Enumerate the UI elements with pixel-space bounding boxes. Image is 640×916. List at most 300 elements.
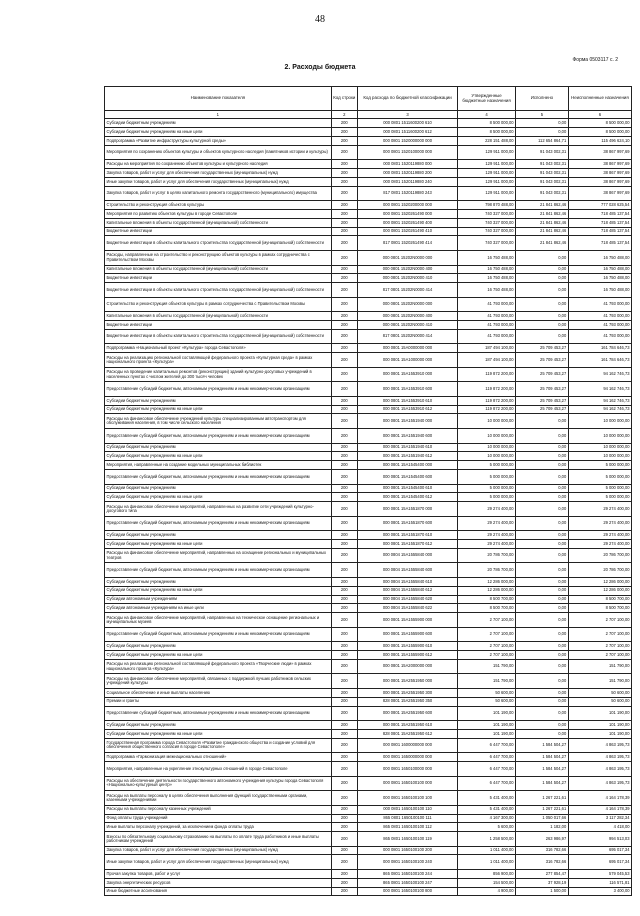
row-executed-amount: 0,00 (516, 128, 569, 137)
row-line-code: 200 (331, 329, 357, 344)
row-classification-code: 865 0801 1650100100 119 (357, 832, 457, 847)
row-remaining-amount: 116 571,81 (568, 878, 631, 887)
row-line-code: 200 (331, 493, 357, 502)
row-executed-amount: 0,00 (516, 613, 569, 628)
row-classification-code: 000 0801 15A1551870 610 (357, 531, 457, 540)
table-row (105, 814, 632, 823)
row-classification-code: 000 0801 15A2551950 600 (357, 706, 457, 721)
row-executed-amount: 25 709 453,27 (516, 405, 569, 414)
row-executed-amount: 91 043 002,31 (516, 177, 569, 186)
row-remaining-amount: 29 274 400,00 (568, 516, 631, 531)
column-index: 3 (357, 111, 457, 119)
row-classification-code: 000 0801 1520119880 000 (357, 160, 457, 169)
row-name: Капитальные вложения в объекты государственной (муниципальной) собственности (105, 218, 332, 227)
table-row (105, 353, 632, 368)
row-remaining-amount: 3 400,00 (568, 887, 631, 896)
row-approved-amount: 4 167 300,00 (458, 814, 516, 823)
table-row (105, 729, 632, 738)
row-executed-amount: 0,00 (516, 265, 569, 274)
row-remaining-amount: 718 485 137,54 (568, 227, 631, 236)
row-approved-amount: 154 500,00 (458, 878, 516, 887)
row-remaining-amount: 2 707 100,00 (568, 613, 631, 628)
row-classification-code: 817 0801 1520119880 243 (357, 186, 457, 201)
row-remaining-amount: 4 164 178,39 (568, 791, 631, 806)
row-name: Взносы по обязательному социальному страхованию на выплаты по оплате труда работников и иные выплаты работникам учреждений (105, 832, 332, 847)
row-classification-code: 000 0801 1600000000 000 (357, 738, 457, 753)
row-remaining-amount: 5 000 000,00 (568, 493, 631, 502)
row-executed-amount: 0,00 (516, 297, 569, 312)
row-classification-code: 000 0801 1650100100 240 (357, 855, 457, 870)
header-approved: Утвержденные бюджетные назначения (458, 87, 516, 111)
row-executed-amount: 25 709 453,27 (516, 353, 569, 368)
row-remaining-amount: 41 793 000,00 (568, 321, 631, 330)
row-remaining-amount: 16 750 488,00 (568, 250, 631, 265)
column-index-row (105, 111, 632, 119)
row-name: Закупка энергетических ресурсов (105, 878, 332, 887)
row-classification-code: 000 0801 1520261490 400 (357, 218, 457, 227)
row-executed-amount: 0,00 (516, 604, 569, 613)
row-remaining-amount: 151 790,00 (568, 674, 631, 689)
row-classification-code: 828 0801 15A2551950 350 (357, 697, 457, 706)
row-approved-amount: 41 793 000,00 (458, 321, 516, 330)
row-remaining-amount: 20 786 700,00 (568, 548, 631, 563)
row-classification-code: 000 0801 15A1545400 610 (357, 484, 457, 493)
row-name: Расходы на финансовое обеспечение мероприятий, направленных на оснащение региональных и муниципальных театров (105, 548, 332, 563)
row-approved-amount: 41 793 000,00 (458, 312, 516, 321)
row-name: Подпрограмма «Гармонизация межнациональных отношений» (105, 753, 332, 762)
row-line-code: 200 (331, 729, 357, 738)
table-row (105, 502, 632, 517)
row-remaining-amount: 4 863 195,73 (568, 776, 631, 791)
row-remaining-amount: 8 500 700,00 (568, 595, 631, 604)
table-row (105, 414, 632, 429)
row-line-code: 200 (331, 382, 357, 397)
row-executed-amount: 25 709 453,27 (516, 344, 569, 353)
row-executed-amount: 277 854,47 (516, 870, 569, 879)
row-line-code: 200 (331, 706, 357, 721)
row-approved-amount: 20 786 700,00 (458, 563, 516, 578)
row-classification-code: 817 0801 15202N0000 414 (357, 329, 457, 344)
table-row (105, 887, 632, 896)
row-name: Социальное обеспечение и иные выплаты населению (105, 688, 332, 697)
row-remaining-amount: 29 274 400,00 (568, 531, 631, 540)
row-line-code: 200 (331, 218, 357, 227)
row-executed-amount: 0,00 (516, 312, 569, 321)
row-line-code: 200 (331, 688, 357, 697)
table-row (105, 846, 632, 855)
row-name: Субсидии бюджетным учреждениям на иные цели (105, 405, 332, 414)
table-row (105, 586, 632, 595)
row-classification-code: 000 0801 1650100100 800 (357, 887, 457, 896)
table-row (105, 627, 632, 642)
row-executed-amount: 0,00 (516, 697, 569, 706)
column-index: 1 (105, 111, 332, 119)
row-remaining-amount: 16 750 488,00 (568, 283, 631, 298)
row-executed-amount: 0,00 (516, 321, 569, 330)
page-number: 48 (315, 14, 325, 25)
table-row (105, 878, 632, 887)
row-classification-code: 865 0801 1650100100 247 (357, 878, 457, 887)
row-remaining-amount: 2 707 100,00 (568, 642, 631, 651)
table-row (105, 452, 632, 461)
row-approved-amount: 16 750 488,00 (458, 265, 516, 274)
row-approved-amount: 129 911 000,00 (458, 160, 516, 169)
table-row (105, 429, 632, 444)
row-name: Расходы, направленные на строительство и реконструкцию объектов культуры в рамках сотрудничества с Правительством Москвы (105, 250, 332, 265)
row-executed-amount: 0,00 (516, 627, 569, 642)
row-approved-amount: 5 431 400,00 (458, 791, 516, 806)
row-name: Предоставление субсидий бюджетным, автономным учреждениям и иным некоммерческим организациям (105, 516, 332, 531)
row-name: Подпрограмма «Развитие инфраструктуры культурной среды» (105, 136, 332, 145)
row-line-code: 200 (331, 531, 357, 540)
row-approved-amount: 119 872 200,00 (458, 382, 516, 397)
row-executed-amount: 316 782,66 (516, 855, 569, 870)
row-line-code: 200 (331, 753, 357, 762)
row-executed-amount: 25 709 453,27 (516, 367, 569, 382)
row-line-code: 200 (331, 832, 357, 847)
row-remaining-amount: 50 600,00 (568, 688, 631, 697)
row-line-code: 200 (331, 186, 357, 201)
row-approved-amount: 119 872 200,00 (458, 367, 516, 382)
row-name: Капитальные вложения в объекты государственной (муниципальной) собственности (105, 265, 332, 274)
row-name: Предоставление субсидий бюджетным, автономным учреждениям и иным некоммерческим организациям (105, 627, 332, 642)
row-remaining-amount: 41 793 000,00 (568, 329, 631, 344)
table-row (105, 186, 632, 201)
table-row (105, 250, 632, 265)
row-name: Бюджетные инвестиции (105, 321, 332, 330)
column-index: 6 (568, 111, 631, 119)
row-approved-amount: 2 707 100,00 (458, 613, 516, 628)
row-approved-amount: 856 900,00 (458, 870, 516, 879)
row-name: Субсидии бюджетным учреждениям (105, 396, 332, 405)
column-index: 5 (516, 111, 569, 119)
row-executed-amount: 0,00 (516, 493, 569, 502)
row-approved-amount: 10 000 000,00 (458, 414, 516, 429)
row-remaining-amount: 5 000 000,00 (568, 484, 631, 493)
row-remaining-amount: 38 867 997,69 (568, 177, 631, 186)
row-name: Субсидии бюджетным учреждениям на иные цели (105, 493, 332, 502)
row-classification-code: 000 0801 15A1551870 600 (357, 516, 457, 531)
row-name: Расходы на мероприятия по сохранению объектов культуры и культурного наследия (105, 160, 332, 169)
row-line-code: 200 (331, 119, 357, 128)
row-line-code: 200 (331, 563, 357, 578)
row-executed-amount: 0,00 (516, 586, 569, 595)
row-approved-amount: 740 327 000,00 (458, 236, 516, 251)
table-row (105, 651, 632, 660)
row-line-code: 200 (331, 738, 357, 753)
row-name: Бюджетные инвестиции в объекты капитального строительства государственной (муниципальной) собственности (105, 236, 332, 251)
row-name: Расходы на финансовое обеспечение мероприятий, направленных на развитие сети учреждений культурно-досугового типа (105, 502, 332, 517)
row-remaining-amount: 115 496 624,10 (568, 136, 631, 145)
row-executed-amount: 0,00 (516, 414, 569, 429)
row-classification-code: 000 0804 15A1555840 620 (357, 595, 457, 604)
row-line-code: 200 (331, 878, 357, 887)
row-executed-amount: 0,00 (516, 674, 569, 689)
row-remaining-amount: 4 164 178,39 (568, 805, 631, 814)
row-classification-code: 000 0801 1650100100 000 (357, 776, 457, 791)
row-remaining-amount: 38 867 997,69 (568, 160, 631, 169)
row-approved-amount: 4 900,00 (458, 887, 516, 896)
row-classification-code: 828 0801 15A2551950 612 (357, 729, 457, 738)
row-executed-amount: 0,00 (516, 502, 569, 517)
row-remaining-amount: 777 028 625,54 (568, 201, 631, 210)
row-line-code: 200 (331, 721, 357, 730)
row-approved-amount: 119 872 200,00 (458, 405, 516, 414)
row-classification-code: 000 0801 15A2000000 000 (357, 659, 457, 674)
row-line-code: 200 (331, 405, 357, 414)
row-name: Субсидии автономным учреждениям на иные цели (105, 604, 332, 613)
row-executed-amount: 0,00 (516, 531, 569, 540)
row-classification-code: 000 0801 15A1000000 000 (357, 353, 457, 368)
table-row (105, 119, 632, 128)
row-approved-amount: 41 793 000,00 (458, 329, 516, 344)
row-approved-amount: 187 494 100,00 (458, 344, 516, 353)
row-classification-code: 865 0801 1650100100 112 (357, 823, 457, 832)
row-name: Предоставление субсидий бюджетным, автономным учреждениям и иным некоммерческим организациям (105, 469, 332, 484)
row-approved-amount: 6 447 700,00 (458, 738, 516, 753)
row-name: Расходы на проведение капитальных ремонтов (реконструкции) зданий культурно-досуговых учреждений в населенных пунктах с числом жителей до 300 тысяч человек (105, 367, 332, 382)
table-row (105, 563, 632, 578)
table-row (105, 145, 632, 160)
row-approved-amount: 151 790,00 (458, 674, 516, 689)
row-approved-amount: 5 000 000,00 (458, 469, 516, 484)
row-name: Субсидии бюджетным учреждениям (105, 484, 332, 493)
row-line-code: 200 (331, 659, 357, 674)
row-line-code: 200 (331, 297, 357, 312)
table-row (105, 329, 632, 344)
row-classification-code: 817 0801 15202N0000 414 (357, 283, 457, 298)
row-line-code: 200 (331, 484, 357, 493)
row-classification-code: 000 0804 15A1555840 622 (357, 604, 457, 613)
row-line-code: 200 (331, 367, 357, 382)
row-executed-amount: 0,00 (516, 329, 569, 344)
row-name: Расходы на выплаты персоналу в целях обеспечения выполнения функций государственными органами, казенными учреждениями (105, 791, 332, 806)
row-line-code: 200 (331, 321, 357, 330)
row-remaining-amount: 4 863 195,73 (568, 762, 631, 777)
row-line-code: 200 (331, 613, 357, 628)
table-row (105, 128, 632, 137)
row-approved-amount: 2 707 100,00 (458, 627, 516, 642)
row-remaining-amount: 2 707 100,00 (568, 627, 631, 642)
row-name: Субсидии бюджетным учреждениям (105, 531, 332, 540)
row-remaining-amount: 695 017,34 (568, 855, 631, 870)
row-remaining-amount: 29 274 400,00 (568, 540, 631, 549)
row-executed-amount: 0,00 (516, 119, 569, 128)
row-executed-amount: 21 841 862,46 (516, 236, 569, 251)
row-classification-code: 000 0804 15A1555840 612 (357, 586, 457, 595)
row-name: Расходы на финансовое обеспечение мероприятий, направленных на техническое оснащение региональных и муниципальных музеев (105, 613, 332, 628)
row-line-code: 200 (331, 452, 357, 461)
row-name: Субсидии бюджетным учреждениям (105, 721, 332, 730)
row-executed-amount: 112 654 864,71 (516, 136, 569, 145)
row-line-code: 200 (331, 642, 357, 651)
row-remaining-amount: 50 600,00 (568, 697, 631, 706)
row-remaining-amount: 16 750 488,00 (568, 274, 631, 283)
row-executed-amount: 0,00 (516, 688, 569, 697)
section-title: 2. Расходы бюджета (284, 64, 356, 71)
row-line-code: 200 (331, 136, 357, 145)
row-classification-code: 000 0801 1650100100 100 (357, 791, 457, 806)
row-executed-amount: 263 986,97 (516, 832, 569, 847)
row-remaining-amount: 4 863 195,73 (568, 738, 631, 753)
row-approved-amount: 41 793 000,00 (458, 297, 516, 312)
row-classification-code: 000 0801 1520100000 000 (357, 145, 457, 160)
row-line-code: 200 (331, 548, 357, 563)
row-classification-code: 000 0801 15A1551940 600 (357, 429, 457, 444)
row-classification-code: 000 0801 15202N0000 400 (357, 265, 457, 274)
row-executed-amount: 0,00 (516, 642, 569, 651)
row-approved-amount: 29 274 400,00 (458, 531, 516, 540)
row-line-code: 200 (331, 283, 357, 298)
row-classification-code: 000 0801 15A1555900 610 (357, 642, 457, 651)
row-classification-code: 000 0801 15A1553910 612 (357, 405, 457, 414)
row-remaining-amount: 101 190,00 (568, 706, 631, 721)
row-classification-code: 000 0801 15A2551950 000 (357, 674, 457, 689)
row-remaining-amount: 94 162 746,73 (568, 382, 631, 397)
row-approved-amount: 8 500 700,00 (458, 604, 516, 613)
row-name: Мероприятия по развитию объектов культуры в городе Севастополе (105, 210, 332, 219)
row-line-code: 200 (331, 414, 357, 429)
row-classification-code: 000 0804 15A1555840 600 (357, 563, 457, 578)
table-row (105, 396, 632, 405)
row-executed-amount: 0,00 (516, 721, 569, 730)
row-executed-amount: 0,00 (516, 484, 569, 493)
row-name: Расходы на финансовое обеспечение учреждений культуры специализированным автотранспортом для обслуживания населения, в том числе сельского населения (105, 414, 332, 429)
row-name: Субсидии бюджетным учреждениям на иные цели (105, 452, 332, 461)
table-row (105, 823, 632, 832)
form-code: Форма 0503117 с. 2 (572, 57, 618, 63)
row-classification-code: 000 0801 15202N0000 000 (357, 297, 457, 312)
row-name: Субсидии бюджетным учреждениям на иные цели (105, 586, 332, 595)
table-row (105, 832, 632, 847)
table-row (105, 469, 632, 484)
row-approved-amount: 129 911 000,00 (458, 169, 516, 178)
row-executed-amount: 1 584 504,27 (516, 762, 569, 777)
table-row (105, 484, 632, 493)
row-remaining-amount: 12 286 000,00 (568, 586, 631, 595)
column-index: 2 (331, 111, 357, 119)
row-approved-amount: 10 000 000,00 (458, 429, 516, 444)
row-name: Закупка товаров, работ и услуг в целях капитального ремонта государственного (муниципального) имущества (105, 186, 332, 201)
table-row (105, 516, 632, 531)
row-line-code: 200 (331, 353, 357, 368)
row-remaining-amount: 10 000 000,00 (568, 429, 631, 444)
row-approved-amount: 101 190,00 (458, 721, 516, 730)
row-classification-code: 000 0801 15A1551940 610 (357, 443, 457, 452)
row-remaining-amount: 695 017,34 (568, 846, 631, 855)
row-classification-code: 000 0801 15202N0000 400 (357, 312, 457, 321)
row-executed-amount: 1 182,00 (516, 823, 569, 832)
row-classification-code: 000 0801 1520119880 200 (357, 169, 457, 178)
row-executed-amount: 1 267 221,61 (516, 791, 569, 806)
row-approved-amount: 16 750 488,00 (458, 274, 516, 283)
row-line-code: 200 (331, 855, 357, 870)
row-approved-amount: 8 500 000,00 (458, 128, 516, 137)
table-row (105, 642, 632, 651)
row-classification-code: 000 0801 1520261490 000 (357, 210, 457, 219)
row-line-code: 200 (331, 250, 357, 265)
row-name: Предоставление субсидий бюджетным, автономным учреждениям и иным некоммерческим организациям (105, 706, 332, 721)
row-line-code: 200 (331, 540, 357, 549)
row-classification-code: 000 0801 15A1553910 610 (357, 396, 457, 405)
row-approved-amount: 798 870 488,00 (458, 201, 516, 210)
row-executed-amount: 0,00 (516, 706, 569, 721)
table-row (105, 312, 632, 321)
table-row (105, 297, 632, 312)
row-executed-amount: 91 043 002,31 (516, 145, 569, 160)
row-remaining-amount: 38 867 997,69 (568, 145, 631, 160)
table-row (105, 753, 632, 762)
row-remaining-amount: 20 786 700,00 (568, 563, 631, 578)
table-row (105, 706, 632, 721)
row-line-code: 200 (331, 651, 357, 660)
expenses-table (104, 86, 632, 896)
header-indicator-name: Наименование показателя (105, 87, 332, 111)
row-executed-amount: 0,00 (516, 443, 569, 452)
row-approved-amount: 8 500 700,00 (458, 595, 516, 604)
row-name: Бюджетные инвестиции в объекты капитального строительства государственной (муниципальной) собственности (105, 283, 332, 298)
row-name: Субсидии бюджетным учреждениям на иные цели (105, 540, 332, 549)
row-classification-code: 000 0801 1520119880 240 (357, 177, 457, 186)
row-approved-amount: 6 447 700,00 (458, 753, 516, 762)
row-classification-code: 000 0801 1520000000 000 (357, 136, 457, 145)
row-name: Строительство и реконструкция объектов культуры в рамках сотрудничества с Правительством Москвы (105, 297, 332, 312)
row-line-code: 200 (331, 595, 357, 604)
table-row (105, 540, 632, 549)
row-executed-amount: 0,00 (516, 461, 569, 470)
table-row (105, 344, 632, 353)
row-approved-amount: 5 600,00 (458, 823, 516, 832)
row-approved-amount: 129 911 000,00 (458, 177, 516, 186)
header-budget-classification: Код расхода по бюджетной классификации (357, 87, 457, 111)
row-classification-code: 000 0801 15A1555900 612 (357, 651, 457, 660)
table-row (105, 805, 632, 814)
row-approved-amount: 740 327 000,00 (458, 218, 516, 227)
table-row (105, 405, 632, 414)
row-classification-code: 865 0801 1650100100 244 (357, 870, 457, 879)
row-line-code: 200 (331, 502, 357, 517)
table-row (105, 283, 632, 298)
row-line-code: 200 (331, 461, 357, 470)
row-executed-amount: 0,00 (516, 729, 569, 738)
row-line-code: 200 (331, 344, 357, 353)
table-row (105, 738, 632, 753)
row-classification-code: 000 0801 1650100100 110 (357, 805, 457, 814)
table-row (105, 613, 632, 628)
row-name: Расходы на реализацию региональной составляющей федерального проекта «Творческие люди» в рамках национального проекта «Культура» (105, 659, 332, 674)
table-row (105, 160, 632, 169)
row-name: Иные закупки товаров, работ и услуг для обеспечения государственных (муниципальных) нужд (105, 177, 332, 186)
table-row (105, 210, 632, 219)
row-executed-amount: 91 043 002,31 (516, 169, 569, 178)
table-row (105, 443, 632, 452)
row-remaining-amount: 718 485 137,54 (568, 218, 631, 227)
row-line-code: 200 (331, 577, 357, 586)
row-classification-code: 817 0801 1520261490 414 (357, 236, 457, 251)
table-row (105, 227, 632, 236)
row-approved-amount: 1 011 400,00 (458, 855, 516, 870)
row-line-code: 200 (331, 429, 357, 444)
row-executed-amount: 37 928,19 (516, 878, 569, 887)
table-row (105, 321, 632, 330)
row-approved-amount: 129 911 000,00 (458, 145, 516, 160)
row-line-code: 200 (331, 846, 357, 855)
row-name: Бюджетные инвестиции в объекты капитального строительства государственной (муниципальной) собственности (105, 329, 332, 344)
row-approved-amount: 5 431 400,00 (458, 805, 516, 814)
table-row (105, 265, 632, 274)
row-line-code: 200 (331, 604, 357, 613)
table-row (105, 461, 632, 470)
